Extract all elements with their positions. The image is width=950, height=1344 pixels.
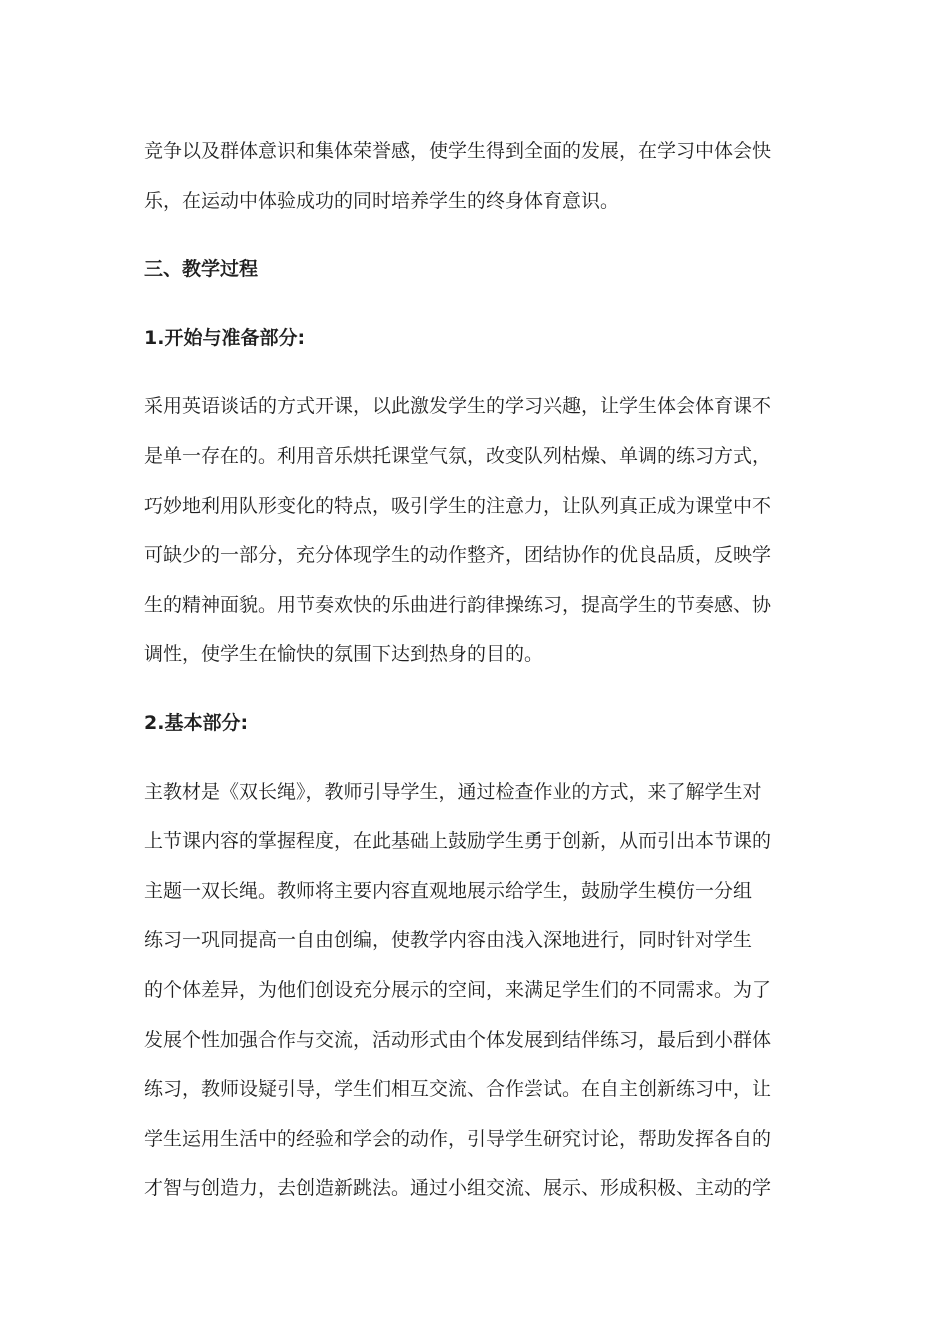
text-line: 练习一巩同提高一自由创编，使教学内容由浅入深地进行，同时针对学生 [144,929,753,952]
text-line: 学生运用生活中的经验和学会的动作，引导学生研究讨论，帮助发挥各自的 [144,1127,772,1150]
section-heading-teaching-process: 三、教学过程 [144,258,259,281]
text-line: 竞争以及群体意识和集体荣誉感，使学生得到全面的发展，在学习中体会快 [144,140,772,162]
text-line: 练习，教师设疑引导，学生们相互交流、合作尝试。在自主创新练习中，让 [144,1078,772,1101]
text-line: 乐，在运动中体验成功的同时培养学生的终身体育意识。 [144,189,620,212]
text-line: 采用英语谈话的方式开课，以此激发学生的学习兴趣，让学生体会体育课不 [144,395,772,418]
document-page [144,127,804,1214]
start-preparation-paragraph [144,382,804,680]
text-line: 发展个性加强合作与交流，活动形式由个体发展到结伴练习，最后到小群体 [144,1028,772,1051]
text-line: 可缺少的一部分，充分体现学生的动作整齐，团结协作的优良品质，反映学 [144,544,772,567]
text-line: 是单一存在的。利用音乐烘托课堂气氛，改变队列枯燥、单调的练习方式， [144,444,772,467]
text-line: 巧妙地利用队形变化的特点，吸引学生的注意力，让队列真正成为课堂中不 [144,494,772,517]
text-line: 主教材是《双长绳》，教师引导学生，通过检查作业的方式，来了解学生对 [144,780,762,803]
subsection-heading-basic-part: 2.基本部分: [144,711,249,734]
text-line: 主题一双长绳。教师将主要内容直观地展示给学生，鼓励学生模仿一分组 [144,879,753,902]
subsection-heading-start-preparation: 1.开始与准备部分: [144,326,306,349]
basic-part-paragraph [144,768,804,1214]
text-line: 调性，使学生在愉快的氛围下达到热身的目的。 [144,643,544,666]
text-line: 生的精神面貌。用节奏欢快的乐曲进行韵律操练习，提高学生的节奏感、协 [144,593,772,616]
text-line: 的个体差异，为他们创设充分展示的空间，来满足学生们的不同需求。为了 [144,978,772,1001]
text-line: 上节课内容的掌握程度，在此基础上鼓励学生勇于创新，从而引出本节课的 [144,830,772,853]
intro-paragraph [144,127,804,226]
text-line: 才智与创造力，去创造新跳法。通过小组交流、展示、形成积极、主动的学 [144,1177,772,1200]
